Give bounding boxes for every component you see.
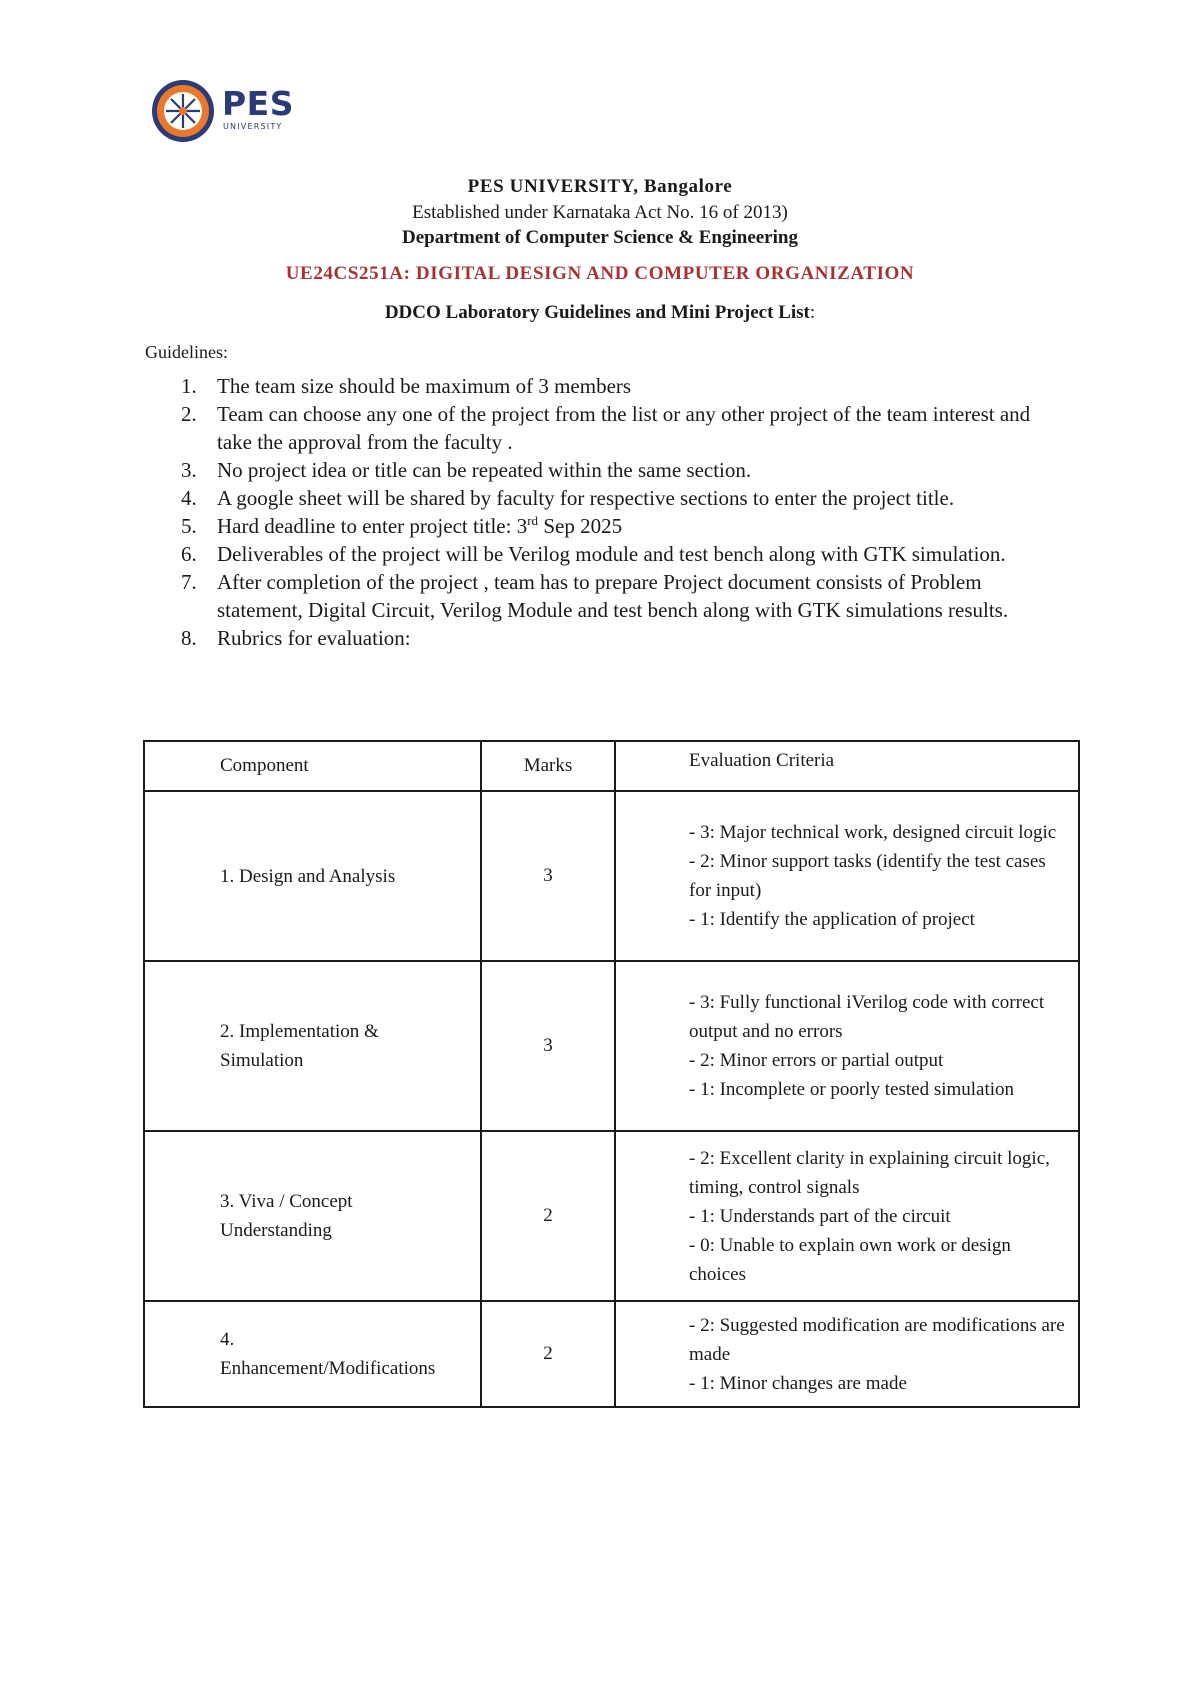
list-text: Hard deadline to enter project title: 3: [217, 514, 528, 538]
list-number: 4.: [181, 486, 197, 510]
logo-subtext: UNIVERSITY: [223, 122, 283, 131]
marks-cell: 2: [481, 1301, 615, 1407]
criteria-cell: [615, 1131, 1079, 1301]
list-item: [145, 372, 1065, 400]
table-row: [144, 1301, 1079, 1407]
criteria-line: - 1: Identify the application of project: [689, 909, 975, 930]
document-title: [0, 302, 1200, 324]
list-item: [145, 400, 1065, 456]
list-text: No project idea or title can be repeated within the same section.: [217, 458, 752, 482]
criteria-line: - 3: Fully functional iVerilog code with correct output and no errors: [689, 992, 1045, 1042]
compass-emblem-icon: [150, 78, 216, 144]
list-item: [145, 484, 1065, 512]
header-criteria: Evaluation Criteria: [615, 741, 1079, 791]
table-header-row: [144, 741, 1079, 791]
list-item: [145, 456, 1065, 484]
component-line: 2. Implementation &: [220, 1021, 379, 1042]
list-number: 6.: [181, 542, 197, 566]
header-component: Component: [144, 741, 481, 791]
criteria-line: - 2: Suggested modification are modifications are made: [689, 1314, 1065, 1365]
list-number: 2.: [181, 402, 197, 426]
list-number: 1.: [181, 374, 197, 398]
list-item: [145, 512, 1065, 540]
criteria-line: - 1: Understands part of the circuit: [689, 1205, 951, 1227]
criteria-line: - 2: Excellent clarity in explaining circuit logic, timing, control signals: [689, 1147, 1050, 1198]
component-cell: [144, 1301, 481, 1407]
list-text: The team size should be maximum of 3 members: [217, 374, 632, 398]
ordinal-suffix: rd: [527, 513, 539, 528]
marks-cell: 2: [481, 1131, 615, 1301]
table-row: [144, 791, 1079, 961]
table-row: [144, 961, 1079, 1131]
list-item: [145, 540, 1065, 568]
logo-wordmark: PES: [222, 84, 294, 123]
criteria-line: - 3: Major technical work, designed circuit logic: [689, 822, 1057, 843]
list-number: 5.: [181, 514, 197, 538]
university-logo: [150, 78, 294, 144]
criteria-cell: [615, 791, 1079, 961]
list-number: 7.: [181, 570, 197, 594]
criteria-cell: [615, 961, 1079, 1131]
department-name: Department of Computer Science & Engineering: [402, 227, 798, 248]
list-text: Team can choose any one of the project from the list or any other project of the team interest and take the approval from the faculty .: [217, 402, 1031, 454]
list-number: 8.: [181, 626, 197, 650]
document-title-colon: :: [809, 302, 816, 323]
established-note: Established under Karnataka Act No. 16 of 2013): [412, 202, 788, 223]
component-line: 4.: [220, 1329, 235, 1350]
university-name: PES UNIVERSITY, Bangalore: [467, 176, 733, 197]
table-row: [144, 1131, 1079, 1301]
component-line: Simulation: [220, 1050, 304, 1071]
marks-cell: 3: [481, 791, 615, 961]
guidelines-list: [145, 372, 1065, 652]
course-title: UE24CS251A: DIGITAL DESIGN AND COMPUTER ORGANIZATION: [285, 263, 915, 284]
list-item: [145, 624, 1065, 652]
component-cell: [144, 791, 481, 961]
guidelines-label: Guidelines:: [145, 342, 228, 362]
list-text: After completion of the project , team has to prepare Project document consists of Problem statement, Digital Circuit, Verilog Module and test bench along with GTK simulations results.: [217, 570, 1009, 622]
criteria-line: - 2: Minor support tasks (identify the test cases for input): [689, 851, 1046, 901]
criteria-line: - 1: Minor changes are made: [689, 1372, 907, 1394]
criteria-cell: [615, 1301, 1079, 1407]
component-cell: [144, 1131, 481, 1301]
list-text: Rubrics for evaluation:: [217, 626, 411, 650]
list-text: A google sheet will be shared by faculty for respective sections to enter the project title.: [217, 486, 955, 510]
list-text-after: Sep 2025: [538, 514, 623, 538]
criteria-line: - 1: Incomplete or poorly tested simulation: [689, 1079, 1015, 1100]
list-number: 3.: [181, 458, 197, 482]
criteria-line: - 0: Unable to explain own work or design choices: [689, 1234, 1011, 1285]
component-cell: [144, 961, 481, 1131]
rubric-table: [143, 740, 1080, 1408]
component-line: 3. Viva / Concept: [220, 1191, 353, 1212]
list-text: Deliverables of the project will be Verilog module and test bench along with GTK simulation.: [217, 542, 1006, 566]
component-line: Enhancement/Modifications: [220, 1358, 436, 1379]
document-title-text: DDCO Laboratory Guidelines and Mini Project List: [384, 302, 810, 323]
header-marks: Marks: [481, 741, 615, 791]
criteria-line: - 2: Minor errors or partial output: [689, 1050, 944, 1071]
component-line: Understanding: [220, 1220, 332, 1241]
marks-cell: 3: [481, 961, 615, 1131]
list-item: [145, 568, 1065, 624]
component-line: 1. Design and Analysis: [220, 865, 396, 887]
